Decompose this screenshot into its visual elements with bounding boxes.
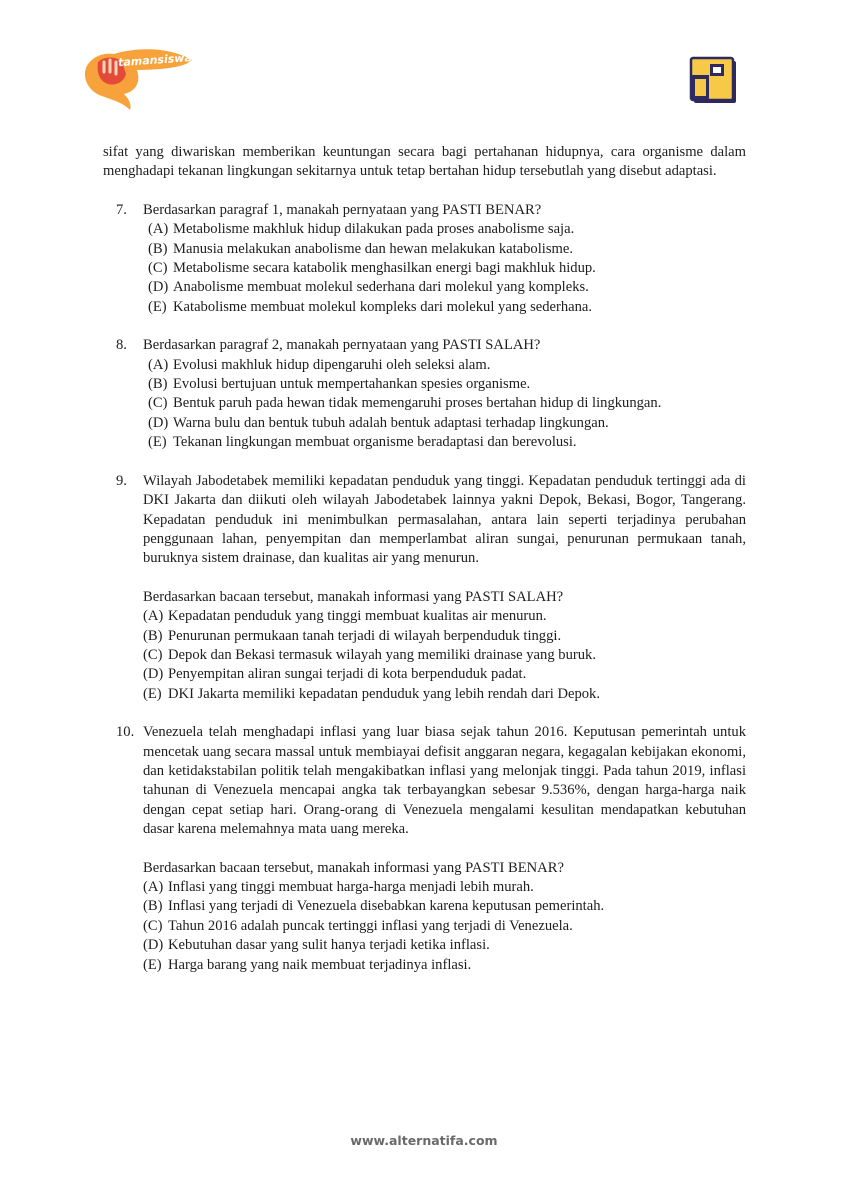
option-e xyxy=(143,956,746,975)
option-c xyxy=(143,917,746,936)
option-letter: (D) xyxy=(148,279,169,296)
option-c xyxy=(148,394,746,413)
question-lead: Berdasarkan bacaan tersebut, manakah informasi yang PASTI SALAH? xyxy=(143,588,564,605)
option-text: Bentuk paruh pada hewan tidak memengaruhi proses bertahan hidup di lingkungan. xyxy=(173,395,662,412)
option-text: Evolusi bertujuan untuk mempertahankan spesies organisme. xyxy=(173,376,531,393)
question-9 xyxy=(103,472,746,704)
question-number: 8. xyxy=(116,337,127,354)
option-letter: (D) xyxy=(143,666,164,683)
option-letter: (D) xyxy=(143,937,164,954)
option-letter: (C) xyxy=(143,917,163,934)
option-text: DKI Jakarta memiliki kepadatan penduduk yang lebih rendah dari Depok. xyxy=(168,685,600,702)
question-stem: Berdasarkan paragraf 2, manakah pernyataan yang PASTI SALAH? xyxy=(143,337,541,354)
option-letter: (E) xyxy=(143,956,162,973)
option-text: Kepadatan penduduk yang tinggi membuat kualitas air menurun. xyxy=(168,608,547,625)
option-letter: (E) xyxy=(143,685,162,702)
option-text: Kebutuhan dasar yang sulit hanya terjadi ketika inflasi. xyxy=(168,937,490,954)
option-letter: (C) xyxy=(143,646,163,663)
option-e xyxy=(148,298,746,317)
option-text: Metabolisme makhluk hidup dilakukan pada proses anabolisme saja. xyxy=(173,221,575,238)
option-text: Katabolisme membuat molekul kompleks dari molekul yang sederhana. xyxy=(173,298,593,315)
option-text: Tahun 2016 adalah puncak tertinggi inflasi yang terjadi di Venezuela. xyxy=(168,917,573,934)
option-letter: (B) xyxy=(148,376,168,393)
option-text: Manusia melakukan anabolisme dan hewan melakukan katabolisme. xyxy=(173,240,573,257)
question-number: 9. xyxy=(116,472,127,489)
option-letter: (A) xyxy=(148,221,169,238)
option-text: Harga barang yang naik membuat terjadinya inflasi. xyxy=(168,956,472,973)
option-a xyxy=(143,878,746,897)
option-letter: (E) xyxy=(148,434,167,451)
option-c xyxy=(148,259,746,278)
option-text: Warna bulu dan bentuk tubuh adalah bentuk adaptasi terhadap lingkungan. xyxy=(173,414,609,431)
option-a xyxy=(148,356,746,375)
question-stem: Berdasarkan paragraf 1, manakah pernyataan yang PASTI BENAR? xyxy=(143,201,542,218)
question-passage: Wilayah Jabodetabek memiliki kepadatan penduduk yang tinggi. Kepadatan penduduk tertinggi ada di DKI Jakarta dan diikuti oleh wilayah Jabodetabek lainnya yakni Depok, Bekasi, Bogor, Tangerang. Kepadatan penduduk ini menimbulkan permasalahan, antara lain seperti terjadinya perubahan penggunaan lahan, penyempitan dan memperlambat aliran sungai, penurunan permukaan tanah, buruknya sistem drainase, dan kualitas air yang menurun. xyxy=(143,472,746,567)
option-text: Metabolisme secara katabolik menghasilkan energi bagi makhluk hidup. xyxy=(173,260,596,277)
intro-paragraph: sifat yang diwariskan memberikan keuntungan secara bagi pertahanan hidupnya, cara organisme dalam menghadapi tekanan lingkungan sekitarnya untuk tetap bertahan hidup tersebutlah yang disebut adaptasi. xyxy=(103,144,746,180)
option-letter: (A) xyxy=(148,356,169,373)
option-b xyxy=(148,240,746,259)
option-c xyxy=(143,646,746,665)
option-a xyxy=(143,607,746,626)
tamansiswa-logo xyxy=(80,40,198,114)
options-list xyxy=(143,607,746,704)
option-d xyxy=(148,414,746,433)
option-d xyxy=(143,936,746,955)
option-letter: (B) xyxy=(143,627,163,644)
question-8 xyxy=(103,336,746,452)
document-body xyxy=(103,143,746,994)
option-d xyxy=(143,665,746,684)
option-letter: (B) xyxy=(148,240,168,257)
option-text: Evolusi makhluk hidup dipengaruhi oleh seleksi alam. xyxy=(173,356,491,373)
question-passage: Venezuela telah menghadapi inflasi yang luar biasa sejak tahun 2016. Keputusan pemerintah untuk mencetak uang secara massal untuk membiayai defisit anggaran negara, kegagalan kebijakan ekonomi, dan ketidakstabilan politik telah mengakibatkan inflasi yang melonjak tinggi. Pada tahun 2019, inflasi tahunan di Venezuela mencapai angka tak terbayangkan sebesar 9.536%, dengan harga-harga naik dengan cepat setiap hari. Orang-orang di Venezuela mengalami kesulitan mendapatkan kebutuhan dasar karena melemahnya mata uang mereka. xyxy=(143,724,746,838)
option-letter: (A) xyxy=(143,608,164,625)
options-list xyxy=(143,356,746,453)
option-e xyxy=(148,433,746,452)
option-a xyxy=(148,220,746,239)
option-letter: (B) xyxy=(143,898,163,915)
option-text: Penyempitan aliran sungai terjadi di kota berpenduduk padat. xyxy=(168,666,527,683)
option-d xyxy=(148,278,746,297)
option-text: Inflasi yang tinggi membuat harga-harga menjadi lebih murah. xyxy=(168,879,534,895)
option-text: Depok dan Bekasi termasuk wilayah yang memiliki drainase yang buruk. xyxy=(168,646,596,663)
option-b xyxy=(148,375,746,394)
question-lead: Berdasarkan bacaan tersebut, manakah informasi yang PASTI BENAR? xyxy=(143,859,564,876)
option-text: Anabolisme membuat molekul sederhana dari molekul yang kompleks. xyxy=(173,279,589,296)
question-number: 10. xyxy=(116,724,135,741)
option-letter: (E) xyxy=(148,298,167,315)
option-letter: (C) xyxy=(148,395,168,412)
footer-url: www.alternatifa.com xyxy=(350,1133,498,1148)
logo-wordmark: tamansiswa xyxy=(117,51,193,70)
option-text: Penurunan permukaan tanah terjadi di wilayah berpenduduk tinggi. xyxy=(168,627,562,644)
option-text: Tekanan lingkungan membuat organisme beradaptasi dan berevolusi. xyxy=(173,434,577,451)
question-number: 7. xyxy=(116,201,127,218)
option-letter: (A) xyxy=(143,879,164,895)
option-text: Inflasi yang terjadi di Venezuela disebabkan karena keputusan pemerintah. xyxy=(168,898,605,915)
option-b xyxy=(143,897,746,916)
option-b xyxy=(143,627,746,646)
option-e xyxy=(143,685,746,704)
options-list xyxy=(143,220,746,317)
options-list xyxy=(143,878,746,975)
brand-square-icon xyxy=(688,55,740,107)
option-letter: (C) xyxy=(148,260,168,277)
question-7 xyxy=(103,201,746,317)
question-10 xyxy=(103,723,746,975)
option-letter: (D) xyxy=(148,414,169,431)
